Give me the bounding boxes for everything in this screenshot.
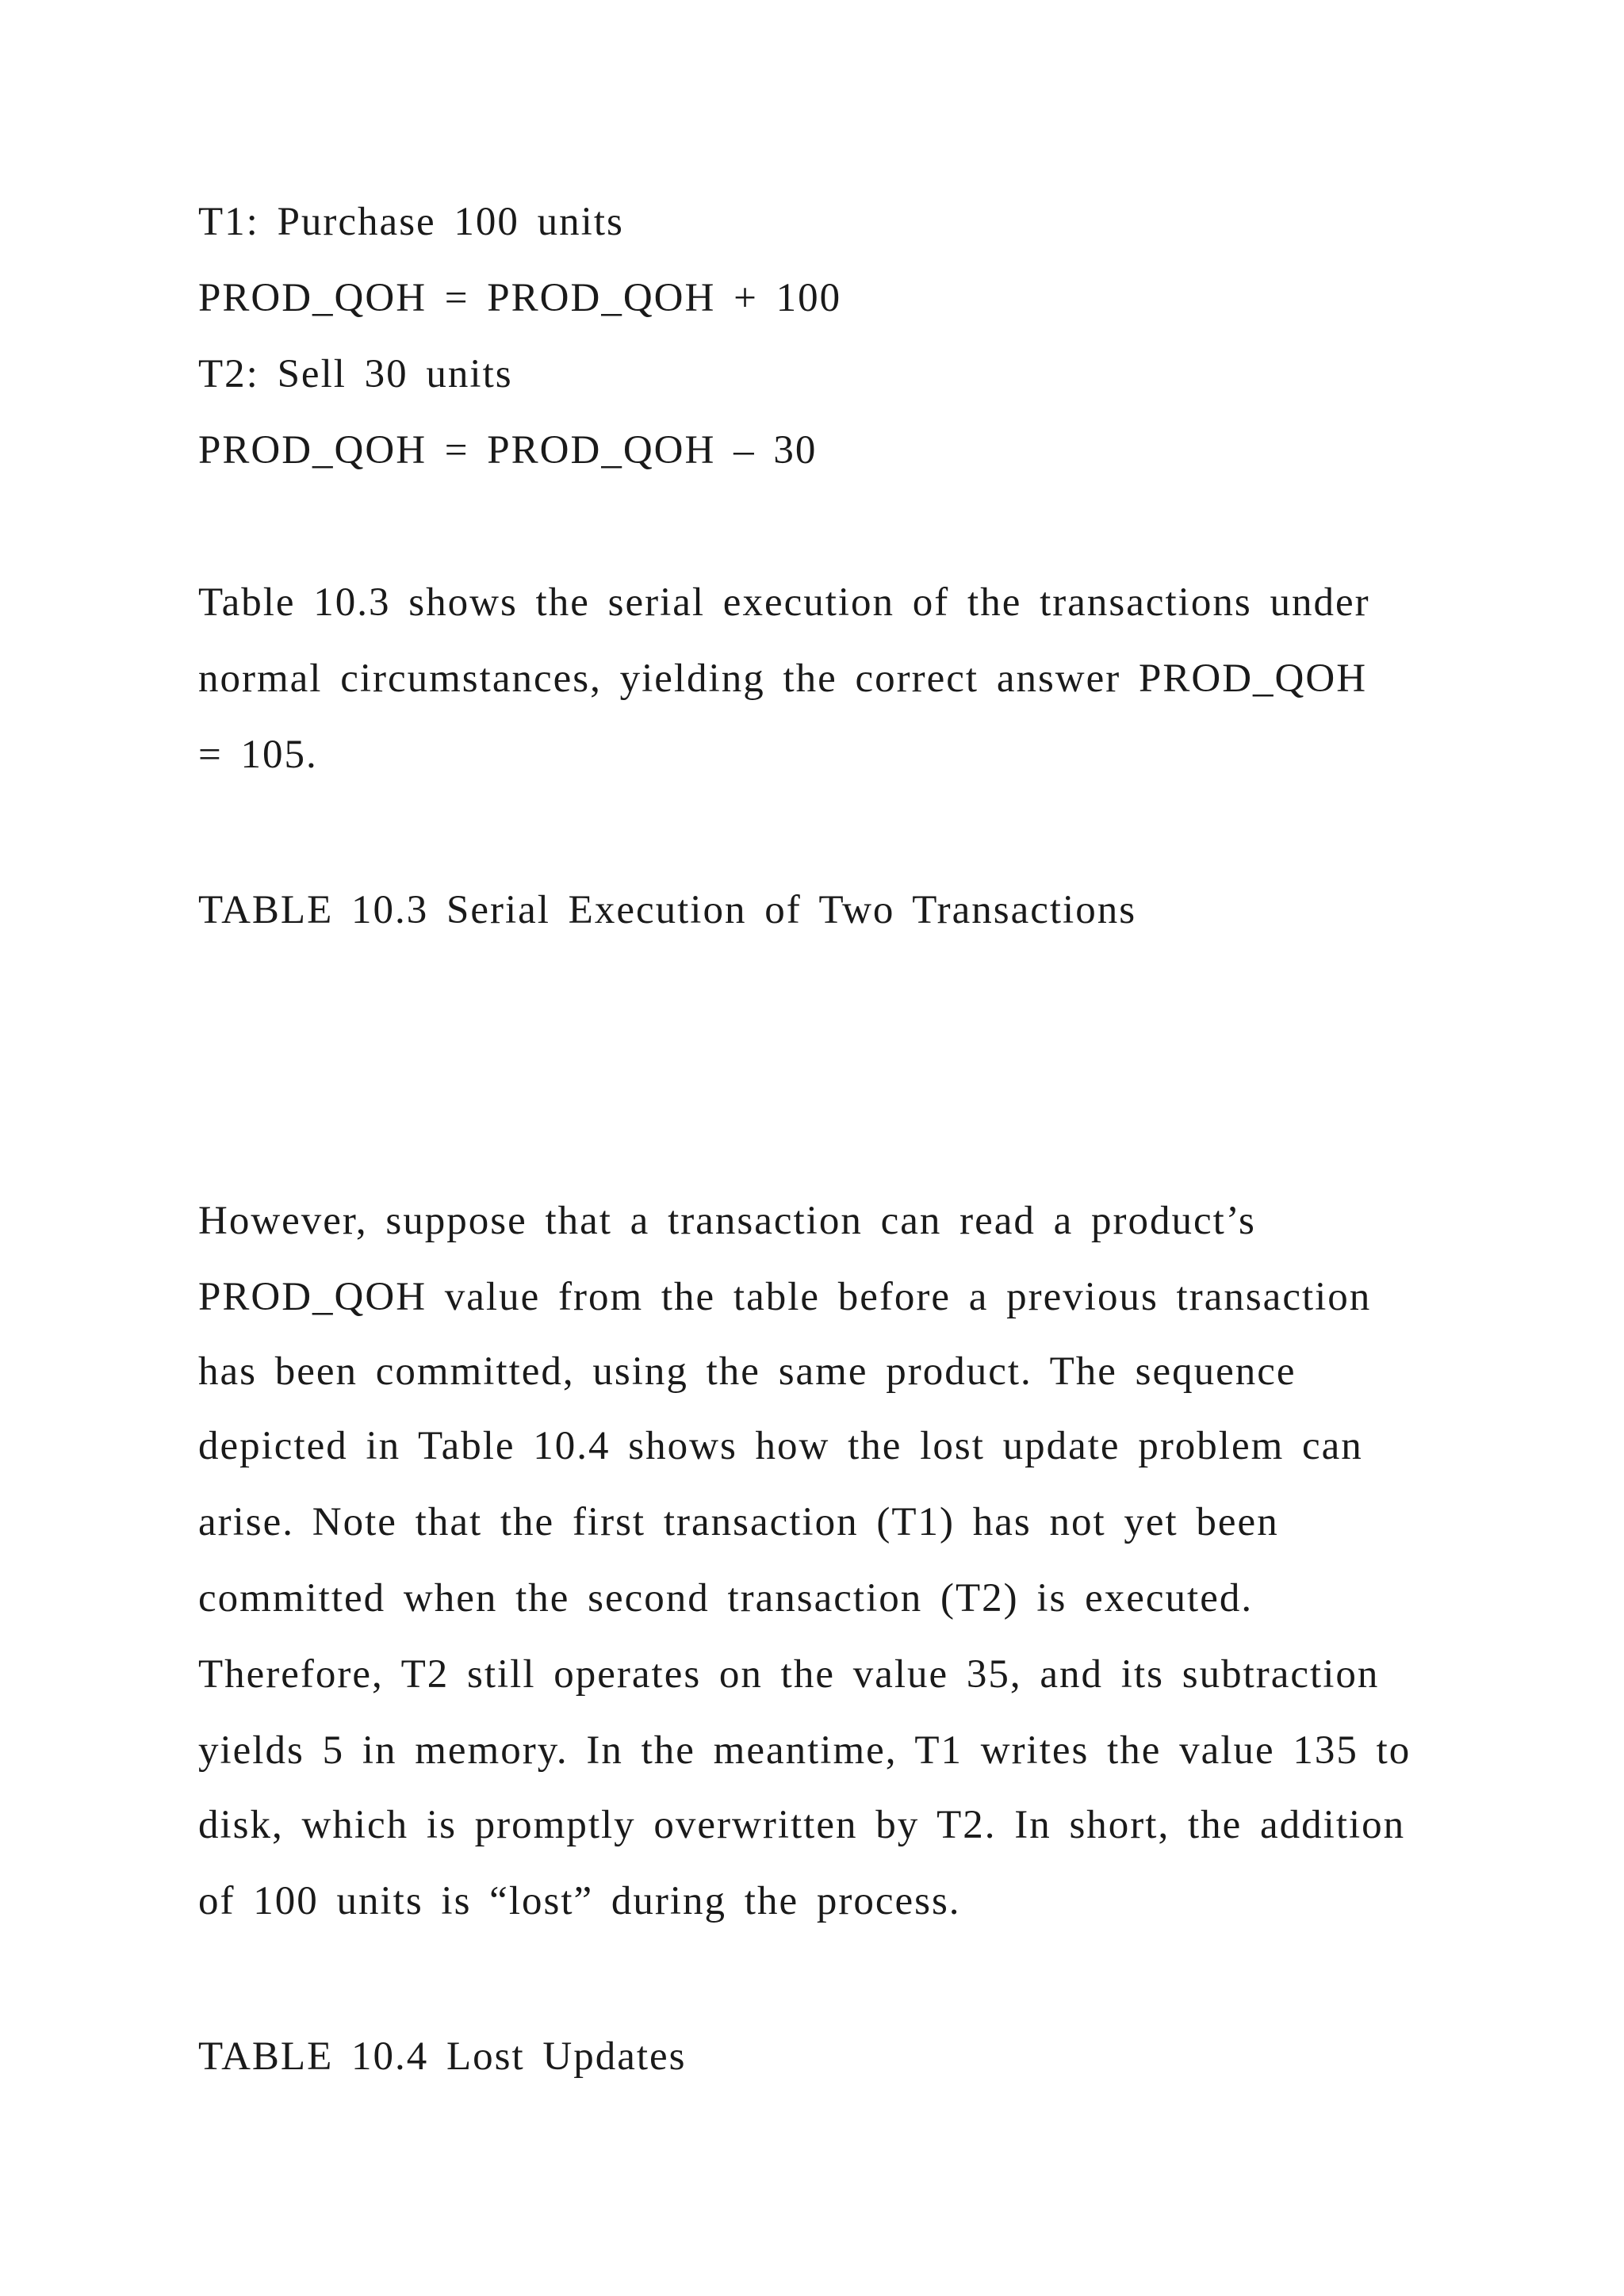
table-10-4-caption: TABLE 10.4 Lost Updates	[198, 2034, 687, 2079]
t1-label: T1: Purchase 100 units	[198, 200, 624, 244]
paragraph-line: arise. Note that the first transaction (T1) has not yet been	[198, 1500, 1279, 1544]
paragraph-line: = 105.	[198, 733, 318, 777]
paragraph-line: However, suppose that a transaction can read a product’s	[198, 1199, 1256, 1243]
t2-label: T2: Sell 30 units	[198, 352, 513, 396]
paragraph-line: yields 5 in memory. In the meantime, T1 writes the value 135 to	[198, 1728, 1411, 1773]
t2-formula: PROD_QOH = PROD_QOH – 30	[198, 428, 818, 473]
paragraph-line: Table 10.3 shows the serial execution of the transactions under	[198, 580, 1370, 625]
paragraph-line: PROD_QOH value from the table before a previous transaction	[198, 1275, 1372, 1319]
paragraph-line: committed when the second transaction (T2) is executed.	[198, 1576, 1254, 1621]
table-10-3-caption: TABLE 10.3 Serial Execution of Two Transactions	[198, 888, 1137, 932]
paragraph-line: depicted in Table 10.4 shows how the lost update problem can	[198, 1424, 1363, 1468]
paragraph-line: of 100 units is “lost” during the process.	[198, 1879, 961, 1923]
paragraph-line: has been committed, using the same product. The sequence	[198, 1349, 1297, 1394]
t1-formula: PROD_QOH = PROD_QOH + 100	[198, 276, 842, 320]
paragraph-line: Therefore, T2 still operates on the value 35, and its subtraction	[198, 1652, 1380, 1697]
paragraph-line: disk, which is promptly overwritten by T2. In short, the addition	[198, 1803, 1406, 1847]
paragraph-line: normal circumstances, yielding the correct answer PROD_QOH	[198, 656, 1368, 701]
